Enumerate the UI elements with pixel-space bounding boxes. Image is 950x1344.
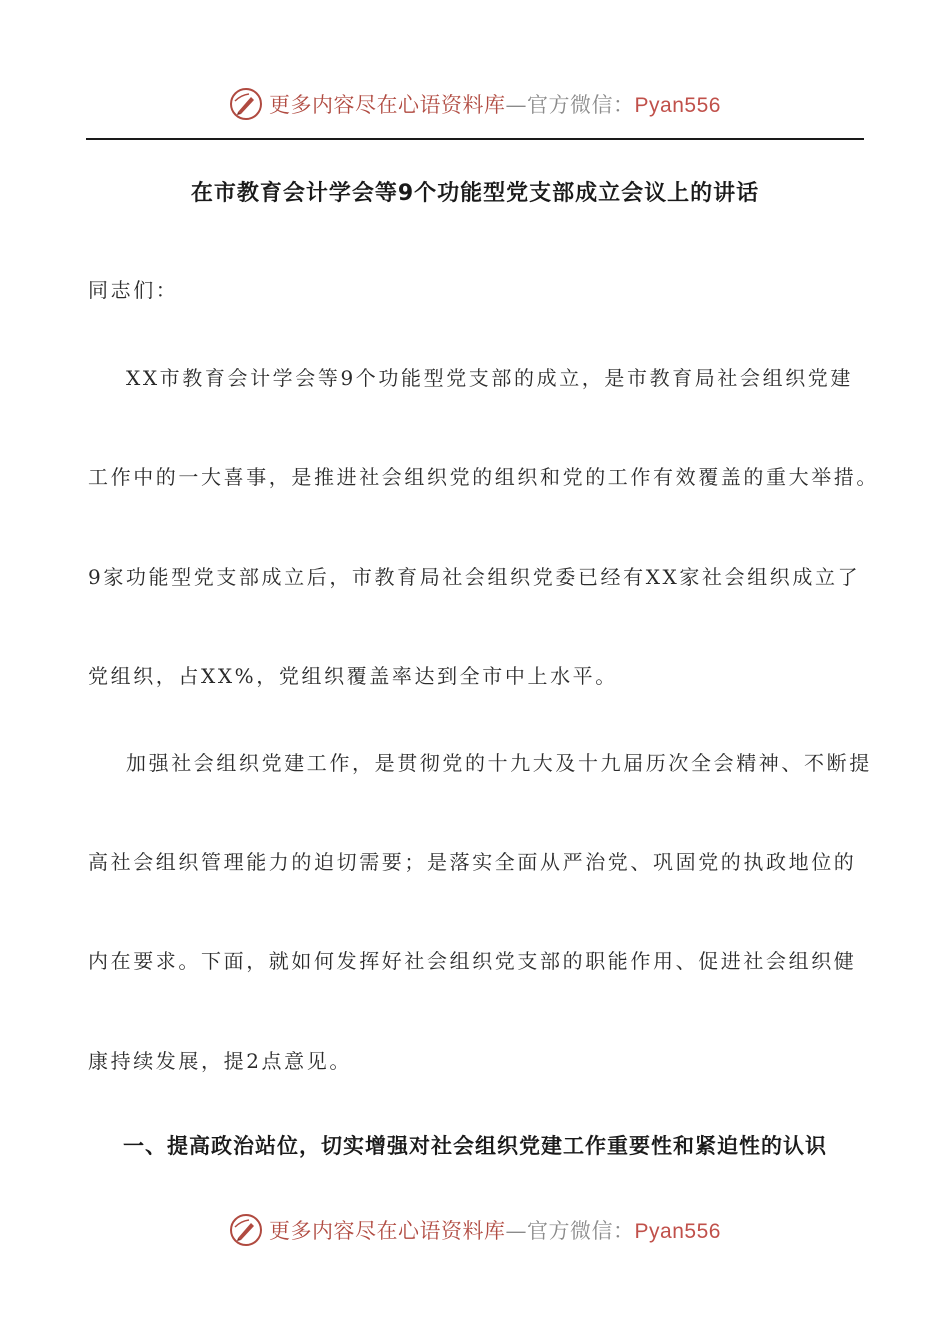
header-rule	[86, 138, 864, 140]
header-watermark	[0, 84, 950, 124]
pen-logo-icon	[229, 87, 263, 121]
body-line: 工作中的一大喜事，是推进社会组织党的组织和党的工作有效覆盖的重大举措。	[88, 465, 879, 489]
salutation: 同志们：	[88, 278, 179, 302]
watermark-main: 更多内容尽在心语资料库	[269, 1219, 506, 1243]
body-line: 9家功能型党支部成立后，市教育局社会组织党委已经有XX家社会组织成立了	[88, 565, 861, 589]
document-title: 在市教育会计学会等9个功能型党支部成立会议上的讲话	[190, 181, 760, 206]
watermark-text	[269, 89, 721, 119]
watermark-sub: 官方微信：	[527, 1219, 635, 1243]
watermark-sub: 官方微信：	[527, 93, 635, 117]
body-line: 高社会组织管理能力的迫切需要；是落实全面从严治党、巩固党的执政地位的	[88, 850, 857, 874]
body-line: 康持续发展，提2点意见。	[88, 1049, 352, 1073]
watermark-wechat-id: Pyan556	[634, 1220, 721, 1243]
watermark-wechat-id: Pyan556	[634, 94, 721, 117]
section-heading: 一、提高政治站位，切实增强对社会组织党建工作重要性和紧迫性的认识	[123, 1134, 827, 1158]
body-line: 加强社会组织党建工作，是贯彻党的十九大及十九届历次全会精神、不断提	[126, 751, 872, 775]
watermark-main: 更多内容尽在心语资料库	[269, 93, 506, 117]
body-line: 党组织，占XX%，党组织覆盖率达到全市中上水平。	[88, 664, 618, 688]
body-line: XX市教育会计学会等9个功能型党支部的成立，是市教育局社会组织党建	[126, 366, 854, 390]
pen-logo-icon	[229, 1213, 263, 1247]
footer-watermark	[0, 1210, 950, 1250]
watermark-dash: —	[505, 1219, 528, 1243]
watermark-text	[269, 1215, 721, 1245]
body-line: 内在要求。下面，就如何发挥好社会组织党支部的职能作用、促进社会组织健	[88, 949, 857, 973]
watermark-dash: —	[505, 93, 528, 117]
